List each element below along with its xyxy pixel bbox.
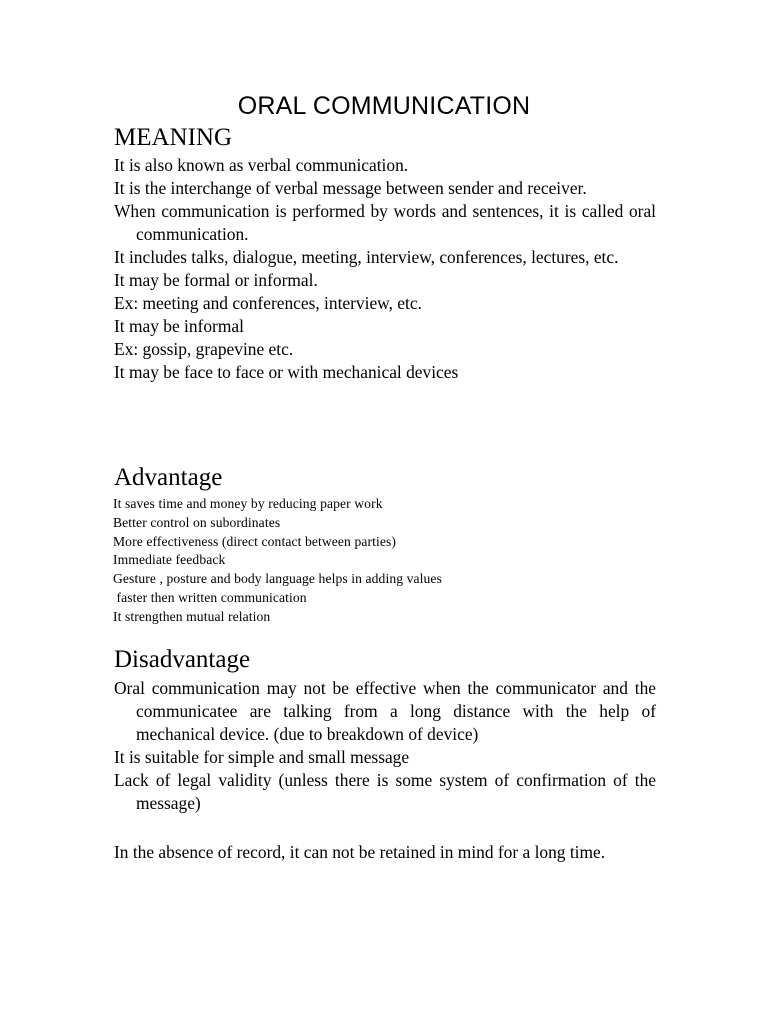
page-title: ORAL COMMUNICATION (237, 92, 531, 120)
advantage-heading: Advantage (114, 464, 223, 491)
list-item: Lack of legal validity (unless there is some system of confirmation of the message) (114, 770, 656, 813)
list-item: More effectiveness (direct contact between parties) (113, 533, 397, 549)
list-item: It may be informal (114, 316, 244, 336)
disadvantage-heading: Disadvantage (114, 646, 251, 673)
meaning-heading: MEANING (114, 124, 233, 151)
meaning-list (114, 154, 656, 384)
list-item: In the absence of record, it can not be retained in mind for a long time. (114, 842, 606, 862)
list-item: faster then written communication (113, 589, 307, 605)
advantage-list (113, 495, 673, 627)
list-item: Ex: gossip, grapevine etc. (114, 339, 294, 359)
list-item: It may be face to face or with mechanical devices (114, 362, 459, 382)
list-item: It strengthen mutual relation (113, 608, 271, 624)
list-item: It is the interchange of verbal message between sender and receiver. (114, 178, 587, 198)
list-item: Oral communication may not be effective when the communicator and the communicatee are talking from a long distance with the help of mechanical device. (due to breakdown of device) (114, 678, 656, 744)
list-item: Better control on subordinates (113, 514, 281, 530)
list-item: It is suitable for simple and small message (114, 747, 410, 767)
list-item: Ex: meeting and conferences, interview, etc. (114, 293, 422, 313)
list-item: It is also known as verbal communication. (114, 155, 409, 175)
list-item: When communication is performed by words and sentences, it is called oral communication. (114, 201, 656, 244)
list-item: It saves time and money by reducing paper work (113, 496, 383, 511)
list-item: It includes talks, dialogue, meeting, interview, conferences, lectures, etc. (114, 247, 619, 267)
list-item: Immediate feedback (113, 552, 226, 568)
list-item: Gesture , posture and body language helps in adding values (113, 571, 442, 587)
disadvantage-list (114, 677, 656, 864)
list-item: It may be formal or informal. (114, 270, 318, 290)
